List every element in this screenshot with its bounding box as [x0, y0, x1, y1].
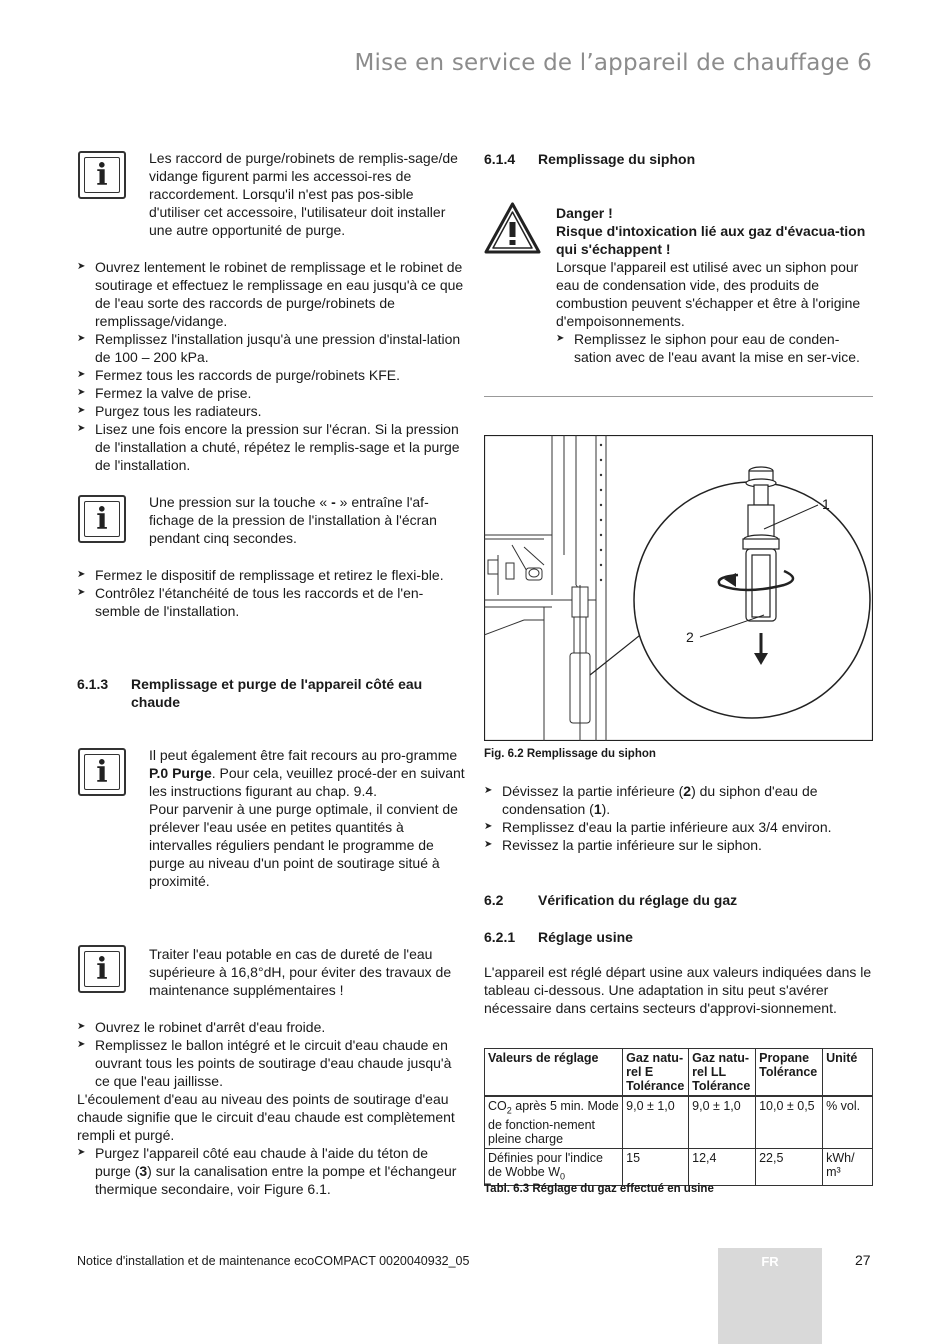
list-item: ➤ Remplissez l'installation jusqu'à une pression d'instal-lation de 100 – 200 kPa. — [77, 330, 467, 366]
danger-list — [556, 330, 874, 366]
figure-label-2: 2 — [686, 629, 694, 645]
text-a: CO — [488, 1099, 507, 1113]
callout-number: 1 — [593, 801, 602, 817]
instruction-list-1 — [77, 258, 467, 474]
section-title: Remplissage et purge de l'appareil côté eau chaude — [131, 676, 423, 710]
info-note-3 — [149, 746, 467, 890]
list-item: ➤ Ouvrez lentement le robinet de remplissage et le robinet de soutirage et effectuez le remplissage en eau jusqu'à ce que de l'eau sorte des raccords de purge/robinets de remplissage/vidange. — [77, 258, 467, 330]
subscript: 2 — [506, 1105, 512, 1116]
text-a: Purgez l'appareil côté eau chaude à l'aide du téton de purge ( — [95, 1145, 429, 1179]
list-item — [484, 782, 874, 818]
list-item: ➤ Remplissez d'eau la partie inférieure aux 3/4 environ. — [484, 818, 874, 836]
danger-title: Danger ! — [556, 205, 613, 221]
list-item: ➤ Fermez tous les raccords de purge/robinets KFE. — [77, 366, 467, 384]
gas-settings-table — [484, 1048, 873, 1186]
section-number: 6.2.1 — [484, 929, 516, 945]
table-cell — [485, 1096, 623, 1148]
text-a: Dévissez la partie inférieure ( — [502, 783, 684, 799]
table-cell: 22,5 — [756, 1148, 823, 1186]
table-row — [485, 1148, 873, 1186]
instruction-list-4 — [77, 1144, 467, 1198]
table-header-cell: Gaz natu-rel E Tolérance — [623, 1049, 689, 1097]
paragraph: L'appareil est réglé départ usine aux valeurs indiquées dans le tableau ci-dessous. Une adaptation in situ peut s'avérer nécessaire dans certains secteurs d'approvi-sionnement. — [484, 964, 872, 1016]
info-icon: i — [78, 945, 126, 993]
danger-notice — [556, 204, 874, 366]
danger-subtitle: Risque d'intoxication lié aux gaz d'évacua-tion qui s'échappent ! — [556, 223, 866, 257]
table-cell: 15 — [623, 1148, 689, 1186]
paragraph: L'écoulement d'eau au niveau des points de soutirage d'eau chaude signifie que le circuit d'eau chaude est complètement rempli et purgé. — [77, 1091, 455, 1143]
list-item: ➤ Fermez le dispositif de remplissage et retirez le flexi-ble. — [77, 566, 467, 584]
section-heading-6-1-4 — [484, 150, 874, 168]
text-a: Définies pour l'indice de Wobbe W — [488, 1150, 603, 1179]
table-cell — [485, 1148, 623, 1186]
list-item: ➤ Lisez une fois encore la pression sur l'écran. Si la pression de l'installation a chuté, répétez le remplis-sage et la purge de l'installation. — [77, 420, 467, 474]
instruction-list-2 — [77, 566, 467, 620]
table-row — [485, 1096, 873, 1148]
list-item: ➤ Fermez la valve de prise. — [77, 384, 467, 402]
info-note-4: Traiter l'eau potable en cas de dureté de l'eau supérieure à 16,8°dH, pour éviter des travaux de maintenance supplémentaires ! — [149, 946, 452, 998]
info-note-2-text-a: Une pression sur la touche « — [149, 494, 332, 510]
section-heading-6-2-1 — [484, 928, 874, 946]
callout-number: 3 — [139, 1163, 148, 1179]
info-note-3-text-b: . Pour cela, veuillez procé-der en suivant les instructions figurant au chap. 9.4. — [149, 765, 465, 799]
section-title: Remplissage du siphon — [538, 151, 696, 167]
info-note-3-p1 — [149, 746, 467, 800]
info-note-3-text-a: Il peut également être fait recours au pro-gramme — [149, 747, 458, 763]
footer-text: Notice d'installation et de maintenance ecoCOMPACT 0020040932_05 — [77, 1254, 470, 1268]
info-note-2 — [149, 493, 467, 547]
section-heading-6-2 — [484, 891, 874, 909]
page-number: 27 — [855, 1252, 871, 1268]
page-header-title: Mise en service de l’appareil de chauffage 6 — [354, 50, 872, 76]
key-minus: - — [331, 494, 336, 510]
info-icon: i — [78, 151, 126, 199]
list-item: ➤ Revissez la partie inférieure sur le siphon. — [484, 836, 874, 854]
table-caption: Tabl. 6.3 Réglage du gaz effectué en usine — [484, 1183, 714, 1195]
siphon-figure — [484, 435, 873, 741]
list-item — [77, 1144, 467, 1198]
info-note-3-p2: Pour parvenir à une purge optimale, il convient de prélever l'eau usée en petites quantités à intervalles réguliers pendant le programme de purge au niveau d'un point de soutirage situé à proximité. — [149, 801, 458, 889]
list-item: ➤ Remplissez le ballon intégré et le circuit d'eau chaude en ouvrant tous les points de soutirage d'eau chaude jusqu'à ce que l'eau jaillisse. — [77, 1036, 467, 1090]
table-cell: kWh/ m³ — [823, 1148, 873, 1186]
table-cell: % vol. — [823, 1096, 873, 1148]
table-cell: 9,0 ± 1,0 — [689, 1096, 756, 1148]
subscript: 0 — [560, 1171, 566, 1181]
table-cell: 9,0 ± 1,0 — [623, 1096, 689, 1148]
language-label: FR — [761, 1254, 779, 1269]
info-icon: i — [78, 495, 126, 543]
list-item: ➤ Contrôlez l'étanchéité de tous les raccords et de l'en-semble de l'installation. — [77, 584, 467, 620]
language-tab — [718, 1248, 822, 1344]
danger-text: Lorsque l'appareil est utilisé avec un siphon pour eau de condensation vide, des produits de combustion peuvent s'échapper et être à l'origine d'empoisonnements. — [556, 259, 861, 329]
list-item: ➤ Purgez tous les radiateurs. — [77, 402, 467, 420]
text-b: ) du siphon d'eau de condensation ( — [502, 783, 818, 817]
table-cell: 12,4 — [689, 1148, 756, 1186]
text-c: ). — [601, 801, 611, 817]
table-header-cell: Gaz natu-rel LL Tolérance — [689, 1049, 756, 1097]
callout-number: 2 — [683, 783, 692, 799]
table-header-cell: Unité — [823, 1049, 873, 1097]
text-b: après 5 min. Mode de fonction-nement pleine charge — [488, 1099, 619, 1146]
divider — [484, 396, 873, 397]
section-number: 6.1.3 — [77, 676, 109, 692]
table-cell: 10,0 ± 0,5 — [756, 1096, 823, 1148]
info-icon: i — [78, 748, 126, 796]
warning-triangle-icon — [484, 202, 541, 254]
section-title: Réglage usine — [538, 929, 633, 945]
table-header-cell: Propane Tolérance — [756, 1049, 823, 1097]
list-item: ➤ Ouvrez le robinet d'arrêt d'eau froide. — [77, 1018, 467, 1036]
section-number: 6.1.4 — [484, 151, 516, 167]
figure-label-1: 1 — [822, 496, 830, 512]
program-name: P.0 Purge — [149, 765, 212, 781]
figure-caption: Fig. 6.2 Remplissage du siphon — [484, 748, 656, 760]
info-note-1: Les raccord de purge/robinets de remplis-sage/de vidange figurent parmi les accessoi-res de raccordement. Lorsqu'il n'est pas pos-sible d'utiliser cet accessoire, l'utilisateur doit installer une autre opportunité de purge. — [149, 150, 458, 238]
list-item: ➤ Remplissez le siphon pour eau de conden-sation avec de l'eau avant la mise en ser-vice. — [556, 330, 874, 366]
table-header-cell: Valeurs de réglage — [485, 1049, 623, 1097]
hot-water-instructions — [77, 1018, 467, 1198]
siphon-instructions — [484, 782, 874, 854]
section-title: Vérification du réglage du gaz — [538, 892, 738, 908]
section-heading-6-1-3 — [77, 675, 467, 711]
table-header-row — [485, 1049, 873, 1097]
text-b: ) sur la canalisation entre la pompe et l'échangeur thermique secondaire, voir Figure 6.1. — [95, 1163, 457, 1197]
instruction-list-3 — [77, 1018, 467, 1090]
section-number: 6.2 — [484, 892, 504, 908]
info-note-2-text-b: » entraîne l'af-fichage de la pression de l'installation à l'écran pendant cinq secondes. — [149, 494, 437, 546]
